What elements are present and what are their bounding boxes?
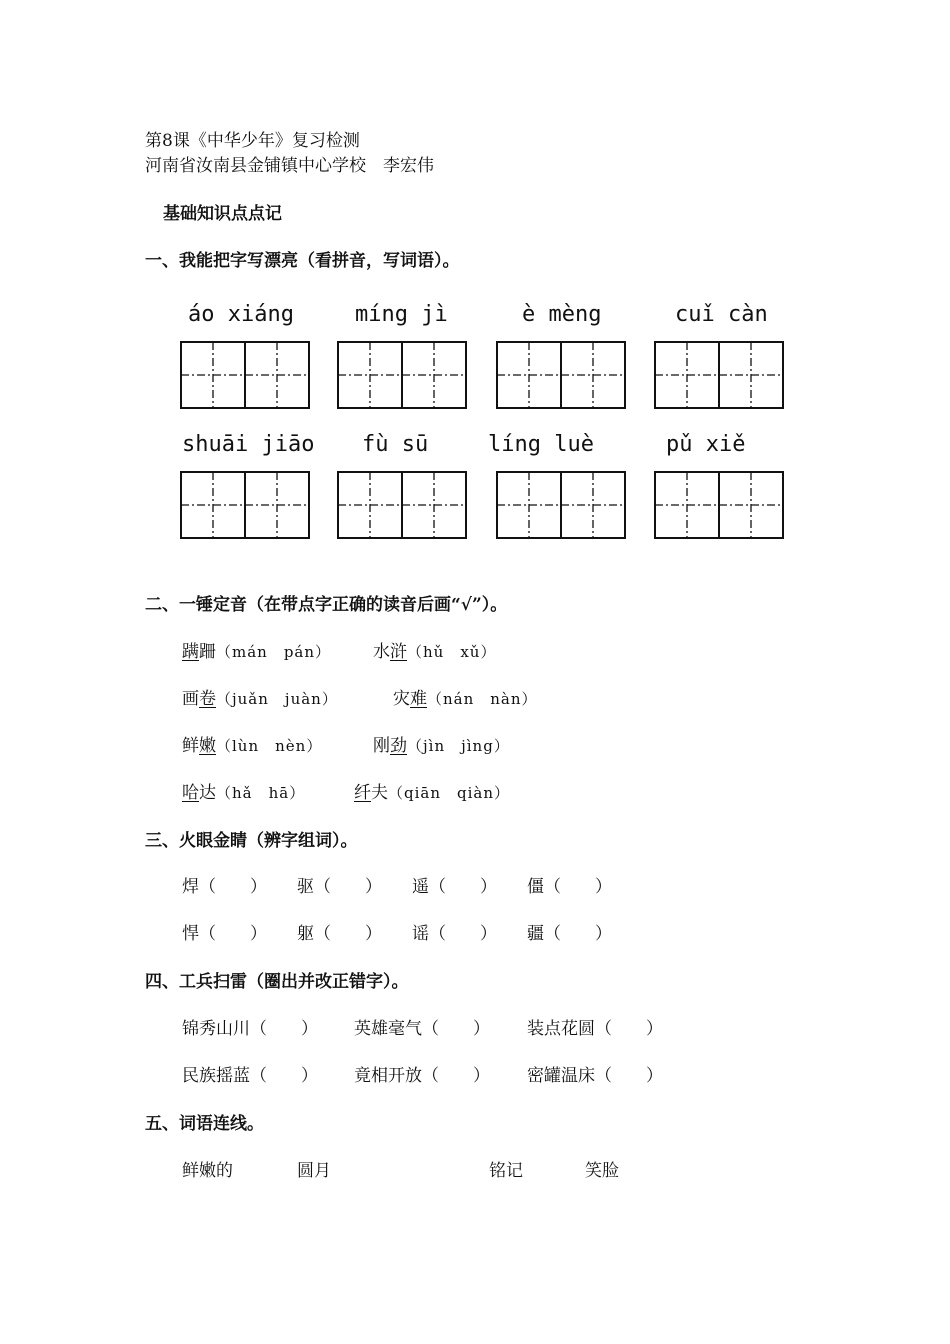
section5-heading: 五、词语连线。 [145, 1114, 264, 1134]
reading-item: 水浒（hǔ xǔ） [373, 642, 497, 662]
doc-author: 河南省汝南县金铺镇中心学校 李宏伟 [145, 156, 434, 176]
subtitle: 基础知识点点记 [163, 204, 282, 224]
word-item: 装点花圆（ ） [527, 1019, 663, 1039]
word-item: 悍（ ） [182, 924, 267, 944]
word-item: 疆（ ） [527, 924, 612, 944]
doc-title: 第8课《中华少年》复习检测 [145, 131, 360, 151]
word-item: 僵（ ） [527, 877, 612, 897]
word-item: 英雄毫气（ ） [354, 1019, 490, 1039]
section4-heading: 四、工兵扫雷（圈出并改正错字）。 [145, 972, 409, 992]
pinyin-label: líng luè [488, 432, 594, 457]
reading-item: 蹒跚（mán pán） [182, 642, 332, 662]
word-item: 遥（ ） [412, 877, 497, 897]
word-item: 锦秀山川（ ） [182, 1019, 318, 1039]
reading-item: 刚劲（jìn jìng） [373, 736, 510, 756]
match-word: 鲜嫩的 [182, 1161, 233, 1181]
word-item: 驱（ ） [297, 877, 382, 897]
word-item: 民族摇蓝（ ） [182, 1066, 318, 1086]
word-item: 焊（ ） [182, 877, 267, 897]
match-word: 圆月 [297, 1161, 331, 1181]
reading-item: 灾难（nán nàn） [393, 689, 538, 709]
pinyin-label: fù sū [362, 432, 429, 457]
reading-item: 纤夫（qiān qiàn） [354, 783, 511, 803]
reading-item: 画卷（juǎn juàn） [182, 689, 338, 709]
pinyin-label: cuǐ càn [675, 302, 768, 327]
pinyin-label: pǔ xiě [666, 432, 746, 457]
pinyin-label: áo xiáng [188, 302, 294, 327]
reading-item: 鲜嫩（lùn nèn） [182, 736, 323, 756]
pinyin-label: è mèng [522, 302, 602, 327]
section2-heading: 二、一锤定音（在带点字正确的读音后画“√”）。 [145, 595, 508, 615]
pinyin-label: míng jì [355, 302, 448, 327]
pinyin-label: shuāi jiāo [182, 432, 315, 457]
section3-heading: 三、火眼金睛（辨字组词）。 [145, 831, 358, 851]
word-item: 躯（ ） [297, 924, 382, 944]
section1-heading: 一、我能把字写漂亮（看拼音，写词语）。 [145, 251, 460, 271]
word-item: 谣（ ） [412, 924, 497, 944]
reading-item: 哈达（hǎ hā） [182, 783, 306, 803]
word-item: 密罐温床（ ） [527, 1066, 663, 1086]
match-word: 铭记 [489, 1161, 523, 1181]
writing-grids [0, 0, 950, 560]
word-item: 竟相开放（ ） [354, 1066, 490, 1086]
match-word: 笑脸 [585, 1161, 619, 1181]
